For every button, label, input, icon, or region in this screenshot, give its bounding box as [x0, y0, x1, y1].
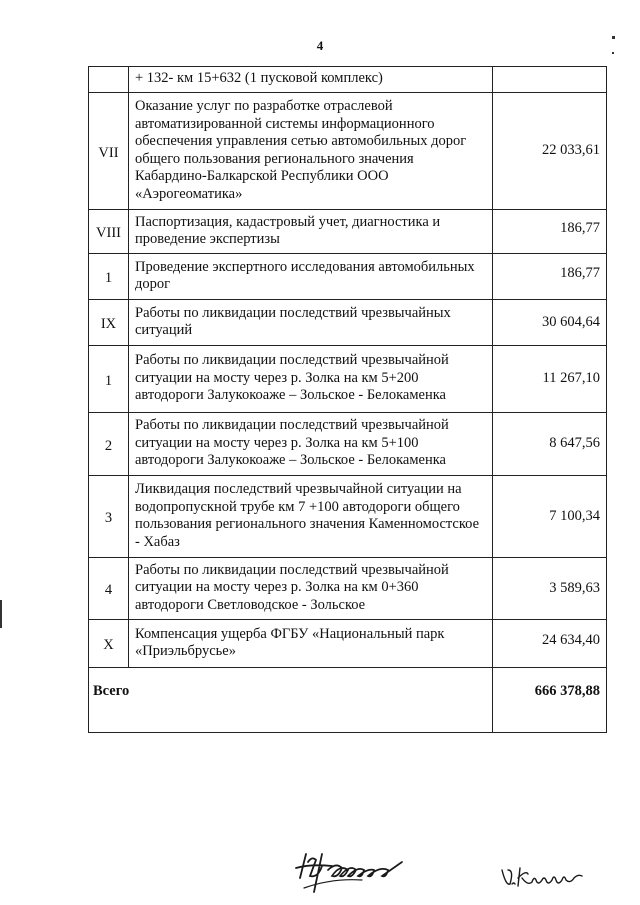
row-description: Работы по ликвидации последствий чрезвычайной ситуации на мосту через р. Золка на км 0+360 автодороги Светловодское - Зольское [129, 558, 493, 620]
row-amount: 30 604,64 [493, 300, 607, 346]
row-amount: 186,77 [493, 254, 607, 300]
row-number: VII [89, 93, 129, 210]
row-description: Проведение экспертного исследования автомобильных дорог [129, 254, 493, 300]
row-description: Работы по ликвидации последствий чрезвычайных ситуаций [129, 300, 493, 346]
row-description: Работы по ликвидации последствий чрезвычайной ситуации на мосту через р. Золка на км 5+100 автодороги Залукокоаже – Зольское - Белокаменка [129, 413, 493, 476]
table-row [89, 620, 607, 668]
signature-right [498, 860, 588, 894]
table-row [89, 67, 607, 93]
row-number: 2 [89, 413, 129, 476]
row-amount: 22 033,61 [493, 93, 607, 210]
row-description: + 132- км 15+632 (1 пусковой комплекс) [129, 67, 493, 93]
row-amount: 11 267,10 [493, 346, 607, 413]
row-number: VIII [89, 210, 129, 254]
total-row [89, 668, 607, 733]
row-amount: 8 647,56 [493, 413, 607, 476]
row-description: Оказание услуг по разработке отраслевой автоматизированной системы информационного обеспечения управления сетью автомобильных дорог общего пользования регионального значения Кабардино-Балкарской Республики ООО «Аэрогеоматика» [129, 93, 493, 210]
row-amount: 186,77 [493, 210, 607, 254]
total-amount: 666 378,88 [493, 668, 607, 733]
table-row [89, 254, 607, 300]
table-row [89, 413, 607, 476]
row-number: 4 [89, 558, 129, 620]
row-number: 3 [89, 476, 129, 558]
row-description: Работы по ликвидации последствий чрезвычайной ситуации на мосту через р. Золка на км 5+200 автодороги Залукокоаже – Зольское - Белокаменка [129, 346, 493, 413]
expenditure-table [88, 66, 607, 733]
row-amount: 3 589,63 [493, 558, 607, 620]
row-description: Компенсация ущерба ФГБУ «Национальный парк «Приэльбрусье» [129, 620, 493, 668]
row-amount [493, 67, 607, 93]
row-number [89, 67, 129, 93]
page-number: 4 [316, 38, 324, 53]
margin-tick-mark [612, 36, 615, 39]
table-row [89, 476, 607, 558]
row-number: X [89, 620, 129, 668]
row-number: IX [89, 300, 129, 346]
left-edge-mark [0, 600, 2, 628]
row-number: 1 [89, 254, 129, 300]
table-row [89, 210, 607, 254]
total-label: Всего [89, 668, 493, 733]
row-amount: 24 634,40 [493, 620, 607, 668]
table-row [89, 93, 607, 210]
row-description: Паспортизация, кадастровый учет, диагностика и проведение экспертизы [129, 210, 493, 254]
row-amount: 7 100,34 [493, 476, 607, 558]
table-row [89, 558, 607, 620]
signature-left [292, 848, 432, 898]
table-row [89, 346, 607, 413]
table-row [89, 300, 607, 346]
row-number: 1 [89, 346, 129, 413]
row-description: Ликвидация последствий чрезвычайной ситуации на водопропускной трубе км 7 +100 автодороги общего пользования регионального значения Каменномостское - Хабаз [129, 476, 493, 558]
margin-tick-mark [612, 52, 614, 54]
